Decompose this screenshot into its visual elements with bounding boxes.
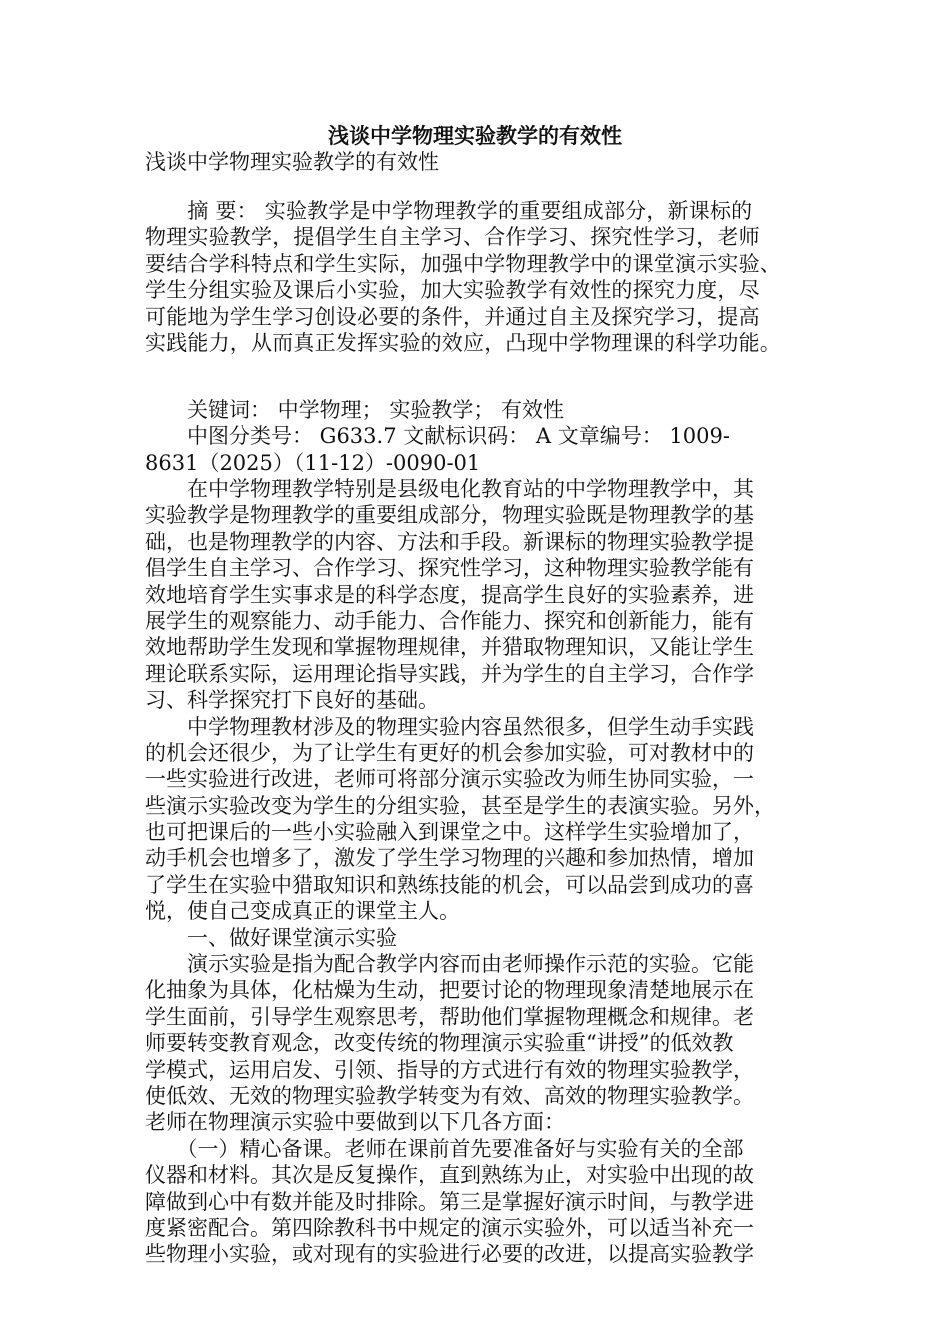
classification-line: 8631（2025）（11-12）-0090-01 bbox=[145, 450, 481, 475]
abstract-line: 可能地为学生学习创设必要的条件，并通过自主及探究学习，提高 bbox=[145, 304, 760, 329]
body-line: 也可把课后的一些小实验融入到课堂之中。这样学生实验增加了， bbox=[145, 820, 754, 845]
body-line: 悦，使自己变成真正的课堂主人。 bbox=[145, 899, 460, 924]
body-line: 的机会还很少，为了让学生有更好的机会参加实验，可对教材中的 bbox=[145, 740, 754, 765]
body-line: 度紧密配合。第四除教科书中规定的演示实验外，可以适当补充一 bbox=[145, 1215, 754, 1240]
abstract-line: 物理实验教学，提倡学生自主学习、合作学习、探究性学习，老师 bbox=[145, 225, 760, 250]
section-heading: 一、做好课堂演示实验 bbox=[145, 925, 397, 950]
body-line: 了学生在实验中猎取知识和熟练技能的机会，可以品尝到成功的喜 bbox=[145, 872, 754, 897]
body-line: 些物理小实验，或对现有的实验进行必要的改进，以提高实验教学 bbox=[145, 1242, 754, 1267]
body-line: 演示实验是指为配合教学内容而由老师操作示范的实验。它能 bbox=[145, 952, 754, 977]
body-line: 动手机会也增多了，激发了学生学习物理的兴趣和参加热情，增加 bbox=[145, 846, 754, 871]
body-line: 础，也是物理教学的内容、方法和手段。新课标的物理实验教学提 bbox=[145, 529, 754, 554]
body-line: 理论联系实际，运用理论指导实践，并为学生的自主学习，合作学 bbox=[145, 661, 754, 686]
abstract-line: 学生分组实验及课后小实验，加大实验教学有效性的探究力度，尽 bbox=[145, 278, 760, 303]
abstract-line: 摘 要： 实验教学是中学物理教学的重要组成部分，新课标的 bbox=[145, 199, 753, 223]
body-line: 展学生的观察能力、动手能力、合作能力、探究和创新能力，能有 bbox=[145, 608, 754, 633]
body-line: 障做到心中有数并能及时排除。第三是掌握好演示时间，与教学进 bbox=[145, 1189, 754, 1214]
keywords-line: 关键词： 中学物理； 实验教学； 有效性 bbox=[145, 398, 565, 422]
body-line: 学模式，运用启发、引领、指导的方式进行有效的物理实验教学， bbox=[145, 1057, 754, 1082]
body-line: 中学物理教材涉及的物理实验内容虽然很多，但学生动手实践 bbox=[145, 714, 754, 739]
body-line: 使低效、无效的物理实验教学转变为有效、高效的物理实验教学。 bbox=[145, 1083, 754, 1108]
body-line: 一些实验进行改进，老师可将部分演示实验改为师生协同实验，一 bbox=[145, 767, 754, 792]
body-line: 倡学生自主学习、合作学习、探究性学习，这种物理实验教学能有 bbox=[145, 556, 754, 581]
body-line: 仪器和材料。其次是反复操作，直到熟练为止，对实验中出现的故 bbox=[145, 1163, 754, 1188]
body-line: 学生面前，引导学生观察思考，帮助他们掌握物理概念和规律。老 bbox=[145, 1004, 754, 1029]
document-subtitle: 浅谈中学物理实验教学的有效性 bbox=[145, 150, 439, 174]
body-line: 实验教学是物理教学的重要组成部分，物理实验既是物理教学的基 bbox=[145, 503, 754, 528]
document-title: 浅谈中学物理实验教学的有效性 bbox=[328, 123, 622, 148]
body-line: 在中学物理教学特别是县级电化教育站的中学物理教学中，其 bbox=[145, 477, 754, 501]
body-line: 效地帮助学生发现和掌握物理规律，并猎取物理知识，又能让学生 bbox=[145, 635, 754, 660]
body-line: 化抽象为具体，化枯燥为生动，把要讨论的物理现象清楚地展示在 bbox=[145, 978, 754, 1003]
abstract-line: 要结合学科特点和学生实际，加强中学物理教学中的课堂演示实验、 bbox=[145, 251, 781, 276]
body-line: 习、科学探究打下良好的基础。 bbox=[145, 688, 439, 713]
body-line: 些演示实验改变为学生的分组实验，甚至是学生的表演实验。另外， bbox=[145, 793, 775, 818]
keywords-block bbox=[145, 397, 805, 476]
abstract-paragraph bbox=[145, 198, 805, 356]
body-text bbox=[145, 476, 805, 1268]
body-line: （一）精心备课。老师在课前首先要准备好与实验有关的全部 bbox=[145, 1136, 744, 1161]
body-line: 师要转变教育观念，改变传统的物理演示实验重“讲授”的低效教 bbox=[145, 1031, 734, 1056]
abstract-line: 实践能力，从而真正发挥实验的效应，凸现中学物理课的科学功能。 bbox=[145, 330, 781, 355]
classification-line: 中图分类号： G633.7 文献标识码： A 文章编号： 1009- bbox=[145, 424, 730, 449]
body-line: 老师在物理演示实验中要做到以下几各方面： bbox=[145, 1110, 565, 1135]
body-line: 效地培育学生实事求是的科学态度，提高学生良好的实验素养，进 bbox=[145, 582, 754, 607]
